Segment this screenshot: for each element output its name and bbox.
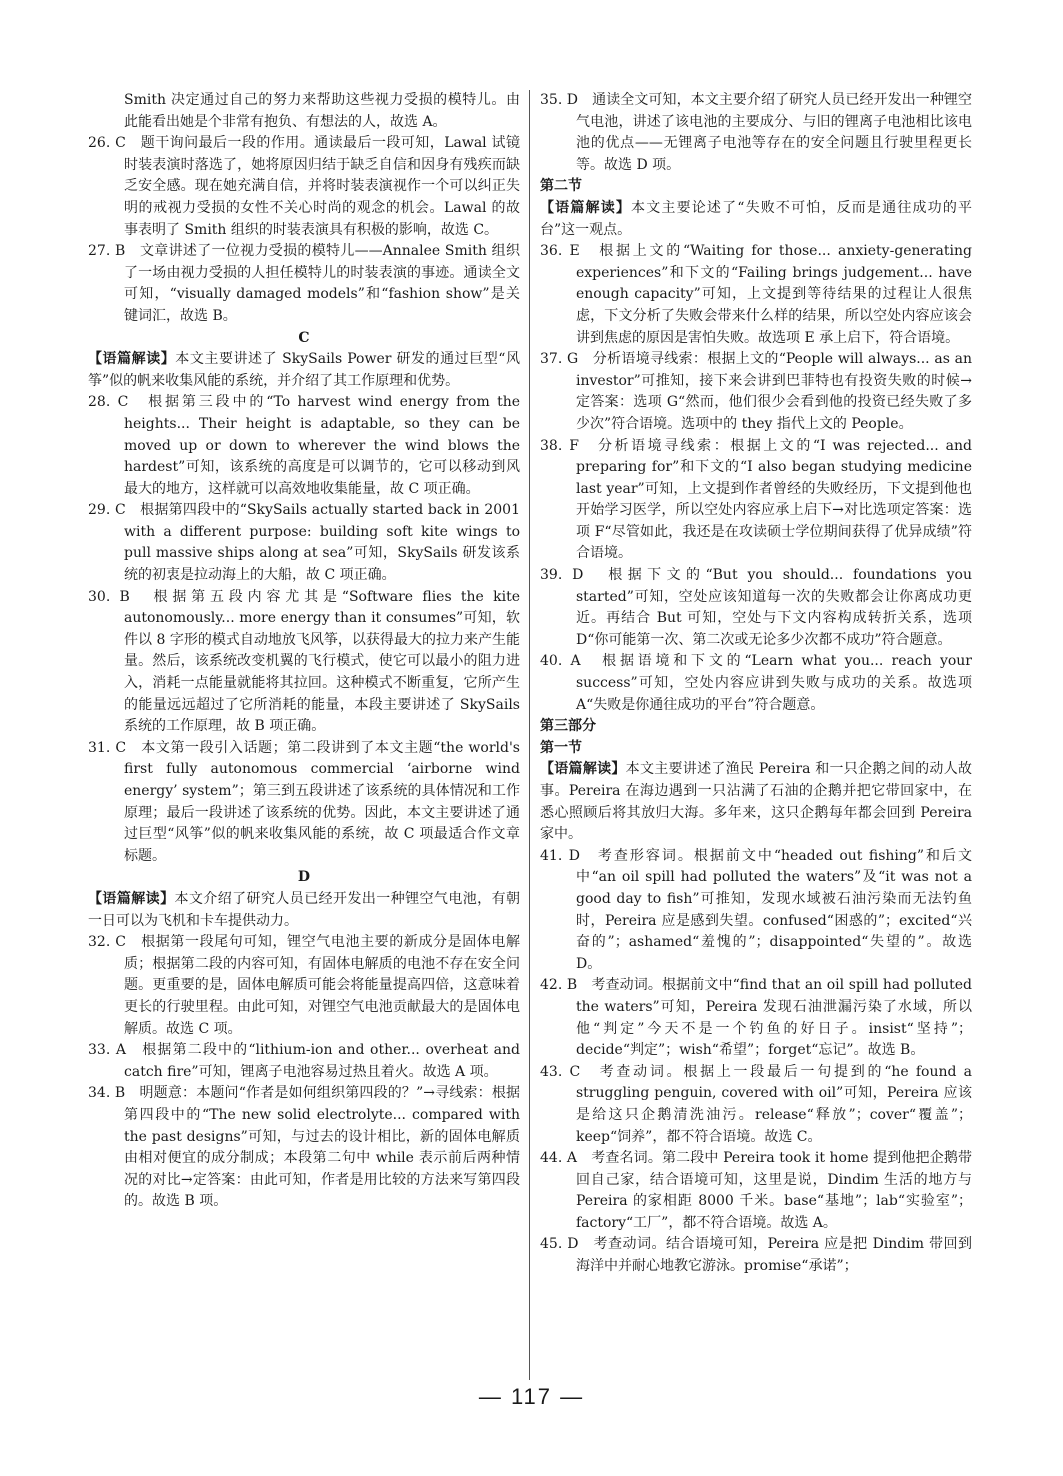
continued-text — [88, 90, 520, 133]
answer-item — [88, 1083, 520, 1213]
text: D — [297, 869, 311, 886]
text: 33. A 根据第二段中的“lithium-ion and other... overheat and catch fire”可知，锂离子电池容易过热且着火。故选 A 项。 — [88, 1042, 520, 1080]
answer-item — [540, 975, 972, 1061]
text: 44. A 考查名词。第二段中 Pereira took it home 提到他把企鹅带回自己家，结合语境可知，这里是说，Dindim 生活的地方与 Pereira 的家相距 8000 千米。base“基地”；lab“实验室”；factory“工厂”，都不符合语境。故选 A。 — [540, 1150, 972, 1231]
text: 32. C 根据第一段尾句可知，锂空气电池主要的新成分是固体电解质；根据第二段的内容可知，有固体电解质的电池不存在安全问题。更重要的是，固体电解质可能会将能量提高四倍，这意味着更长的行驶里程。由此可知，对锂空气电池贡献最大的是固体电解质。故选 C 项。 — [88, 934, 520, 1037]
answer-item — [88, 738, 520, 868]
summary-tag: 【语篇解读】 — [540, 199, 632, 216]
text: 31. C 本文第一段引入话题；第二段讲到了本文主题“the world's first fully autonomous commercial ‘airborne wind energy’ system”；第三到五段讲述了该系统的具体情况和工作原理；最后一段讲述了该系统的优势。因此，本文主要讲述了通过巨型“风筝”似的帆来收集风能的系统，故 C 项最适合作文章标题。 — [88, 739, 520, 864]
text: 40. A 根据语境和下文的“Learn what you... reach your success”可知，空处内容应讲到失败与成功的关系。故选项 A“失败是你通往成功的平台”符合题意。 — [540, 653, 972, 713]
text: 36. E 根据上文的“Waiting for those... anxiety-generating experiences”和下文的“Failing brings judgement... have enough capacity”可知，上文提到等待结果的过程让人很焦虑，下文分析了失败会带来什么样的结果，所以空处内容应该会讲到焦虑的原因是害怕失败。故选项 E 承上启下，符合语境。 — [540, 243, 972, 346]
summary-tag: 【语篇解读】 — [540, 761, 626, 778]
answer-item — [540, 846, 972, 976]
section-letter — [88, 867, 520, 889]
text: 39. D 根据下文的“But you should... foundations you started”可知，空处应该知道每一次的失败都会让你离成功更近。再结合 But 可知，空处与下文内容构成转折关系，选项 D“你可能第一次、第二次或无论多少次都不成功”符合题意。 — [540, 567, 972, 648]
summary-tag: 【语篇解读】 — [88, 890, 175, 907]
answer-item — [88, 133, 520, 241]
text: 本文主要讲述了 SkySails Power 研发的通过巨型“风筝”似的帆来收集风能的系统，并介绍了其工作原理和优势。 — [88, 351, 520, 389]
text: 第三部分 — [540, 718, 596, 735]
answer-item — [88, 392, 520, 500]
text: 42. B 考查动词。根据前文中“find that an oil spill had polluted the waters”可知，Pereira 发现石油泄漏污染了水域，所以他“判定”今天不是一个钓鱼的好日子。insist“坚持”；decide“判定”；wish“希望”；forget“忘记”。故选 B。 — [540, 977, 972, 1059]
answer-item — [540, 565, 972, 651]
text: 本文主要讲述了渔民 Pereira 和一只企鹅之间的动人故事。Pereira 在海边遇到一只沾满了石油的企鹅并把它带回家中，在悉心照顾后将其放归大海。多年来，这只企鹅每年都会回到 Pereira 家中。 — [540, 761, 972, 843]
text: 29. C 根据第四段中的“SkySails actually started back in 2001 with a different purpose: building soft kite wings to pull massive ships along at sea”可知，SkySails 研发该系统的初衷是拉动海上的大船，故 C 项正确。 — [88, 502, 520, 584]
answer-item — [540, 1148, 972, 1234]
passage-summary — [88, 349, 520, 392]
answer-item — [88, 932, 520, 1040]
text: 37. G 分析语境寻线索：根据上文的“People will always... as an investor”可推知，接下来会讲到巴菲特也有投资失败的时候→定答案：选项 G“然而，他们很少会看到他的投资已经失败了多少次”符合语境。选项中的 they 指代上文的 People。 — [540, 351, 972, 432]
text: 26. C 题干询问最后一段的作用。通读最后一段可知，Lawal 试镜时装表演时落选了，她将原因归结于缺乏自信和因身有残疾而缺乏安全感。现在她充满自信，并将时装表演视作一个可以纠正失明的戒视力受损的女性不关心时尚的观念的机会。Lawal 的故事表明了 Smith 组织的时装表演具有积极的影响，故选 C。 — [88, 135, 520, 238]
answer-item — [540, 1234, 972, 1277]
text: 27. B 文章讲述了一位视力受损的模特儿——Annalee Smith 组织了一场由视力受损的人担任模特儿的时装表演的事迹。通读全文可知，“visually damaged models”和“fashion show”是关键词汇，故选 B。 — [88, 243, 520, 324]
answer-item — [88, 241, 520, 327]
text: 30. B 根据第五段内容尤其是“Software flies the kite autonomously... more energy than it consumes”可知，软件以 8 字形的模式自动地放飞风筝，以获得最大的拉力来产生能量。然后，该系统改变机翼的飞行模式，使它可以最小的阻力进入，消耗一点能量就能将其拉回。这种模式不断重复，它所产生的能量远远超过了它所消耗的能量，本段主要讲述了 SkySails 系统的工作原理，故 B 项正确。 — [88, 588, 520, 735]
text: 43. C 考查动词。根据上一段最后一句提到的“he found a struggling penguin, covered with oil”可知，Pereira 应该是给这只企鹅清洗油污。release“释放”；cover“覆盖”；keep“饲养”，都不符合语境。故选 C。 — [540, 1063, 972, 1145]
passage-summary — [540, 759, 972, 845]
text: 本文介绍了研究人员已经开发出一种锂空气电池，有朝一日可以为飞机和卡车提供动力。 — [88, 890, 521, 929]
text: 34. B 明题意：本题问“作者是如何组织第四段的？”→寻线索：根据第四段中的“The new solid electrolyte... compared with the past designs”可知，与过去的设计相比，新的固体电解质由相对便宜的成分制成；本段第二句中 while 表示前后两种情况的对比→定答案：由此可知，作者是用比较的方法来写第四段的。故选 B 项。 — [88, 1085, 520, 1210]
column-divider — [529, 90, 530, 1380]
section-heading — [540, 738, 972, 760]
text: C — [298, 329, 310, 346]
text: 第二节 — [540, 178, 582, 195]
answer-item — [88, 587, 520, 738]
page-number: — 117 — — [478, 1384, 585, 1409]
summary-tag: 【语篇解读】 — [88, 351, 176, 368]
answer-item — [540, 1062, 972, 1148]
section-heading — [540, 176, 972, 198]
answer-item — [88, 500, 520, 586]
text: 38. F 分析语境寻线索：根据上文的“I was rejected... and preparing for”和下文的“I also began studying medicine last year”可知，上文提到作者曾经的失败经历，下文提到他也开始学习医学，所以空处内容应承上启下→对比选项定答案：选项 F“尽管如此，我还是在攻读硕士学位期间获得了优异成绩”符合语境。 — [540, 437, 972, 562]
passage-summary — [540, 198, 972, 241]
section-heading — [540, 716, 972, 738]
answer-item — [540, 90, 972, 176]
text: 41. D 考查形容词。根据前文中“headed out fishing”和后文中“an oil spill had polluted the waters”及“it was not a good day to fish”可推知，发现水域被石油污染而无法钓鱼时，Pereira 应是感到失望。confused“困惑的”；excited“兴奋的”；ashamed“羞愧的”；disappointed“失望的”。故选 D。 — [540, 847, 972, 972]
answer-item — [540, 436, 972, 566]
text: 35. D 通读全文可知，本文主要介绍了研究人员已经开发出一种锂空气电池，讲述了该电池的主要成分、与旧的锂离子电池相比该电池的优点——无锂离子电池等存在的安全问题且行驶里程更长等。故选 D 项。 — [540, 92, 972, 173]
answer-item — [540, 349, 972, 435]
answer-item — [540, 241, 972, 349]
right-column — [540, 90, 972, 1278]
text: 28. C 根据第三段中的“To harvest wind energy from the heights... Their height is adaptable, so they can be moved up or down to wherever the wind blows the hardest”可知，该系统的高度是可以调节的，它可以移动到风最大的地方，这样就可以高效地收集能量，故 C 项正确。 — [88, 394, 520, 497]
answer-item — [540, 651, 972, 716]
left-column — [88, 90, 520, 1213]
answer-item — [88, 1040, 520, 1083]
text: 第一节 — [540, 739, 582, 756]
text: Smith 决定通过自己的努力来帮助这些视力受损的模特儿。由此能看出她是个非常有抱负、有想法的人，故选 A。 — [124, 92, 520, 130]
text: 本文主要论述了“失败不可怕，反而是通往成功的平台”这一观点。 — [540, 199, 973, 238]
passage-summary — [88, 889, 520, 932]
text: 45. D 考查动词。结合语境可知，Pereira 应是把 Dindim 带回到海洋中并耐心地教它游泳。promise“承诺”； — [540, 1236, 972, 1275]
section-letter — [88, 328, 520, 350]
